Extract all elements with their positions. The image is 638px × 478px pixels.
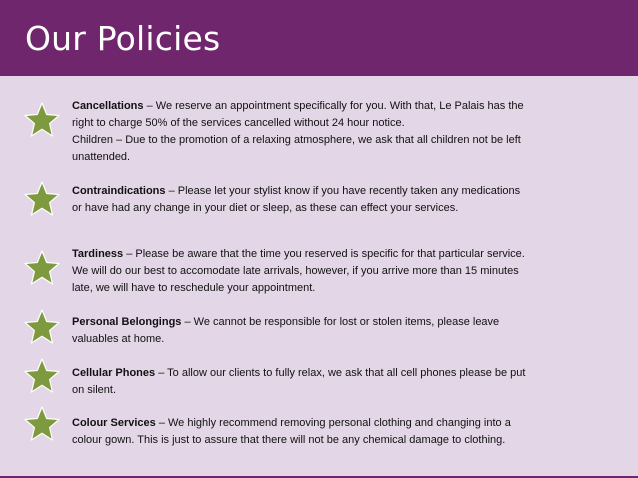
policy-term: Cancellations [72,100,144,112]
policy-text: – Please let your stylist know if you have recently taken any medications or have had any change in your diet or sleep, as these can effect your services. [72,185,521,214]
policy-term: Personal Belongings [72,316,182,328]
star-icon [24,358,60,394]
policy-text: – To allow our clients to fully relax, we ask that all cell phones please be put on silent. [72,367,526,396]
policy-term: Tardiness [72,248,124,260]
policy-contraindications [72,183,532,217]
policy-colour-services [72,415,532,449]
policy-text: – Please be aware that the time you reserved is specific for that particular service. We will do our best to accomodate late arrivals, however, if you arrive more than 15 minutes late, we will have to reschedule your appointment. [72,248,525,294]
star-icon [24,309,60,345]
policy-term: Cellular Phones [72,367,156,379]
star-icon [24,250,60,286]
policy-term: Contraindications [72,185,166,197]
policy-extra: Children – Due to the promotion of a relaxing atmosphere, we ask that all children not be left unattended. [72,134,521,163]
policy-cellular-phones [72,365,532,399]
policy-text: – We cannot be responsible for lost or stolen items, please leave valuables at home. [72,316,500,345]
policy-cancellations [72,98,532,166]
policy-text: – We reserve an appointment specifically for you. With that, Le Palais has the right to charge 50% of the services cancelled without 24 hour notice. [72,100,524,129]
star-icon [24,102,60,138]
star-icon [24,181,60,217]
page-title: Our Policies [25,19,221,58]
header-bar [0,0,638,76]
star-icon [24,406,60,442]
policy-term: Colour Services [72,417,156,429]
policy-tardiness [72,246,532,297]
policy-text: – We highly recommend removing personal clothing and changing into a colour gown. This is just to assure that there will not be any chemical damage to clothing. [72,417,511,446]
policy-personal-belongings [72,314,532,348]
